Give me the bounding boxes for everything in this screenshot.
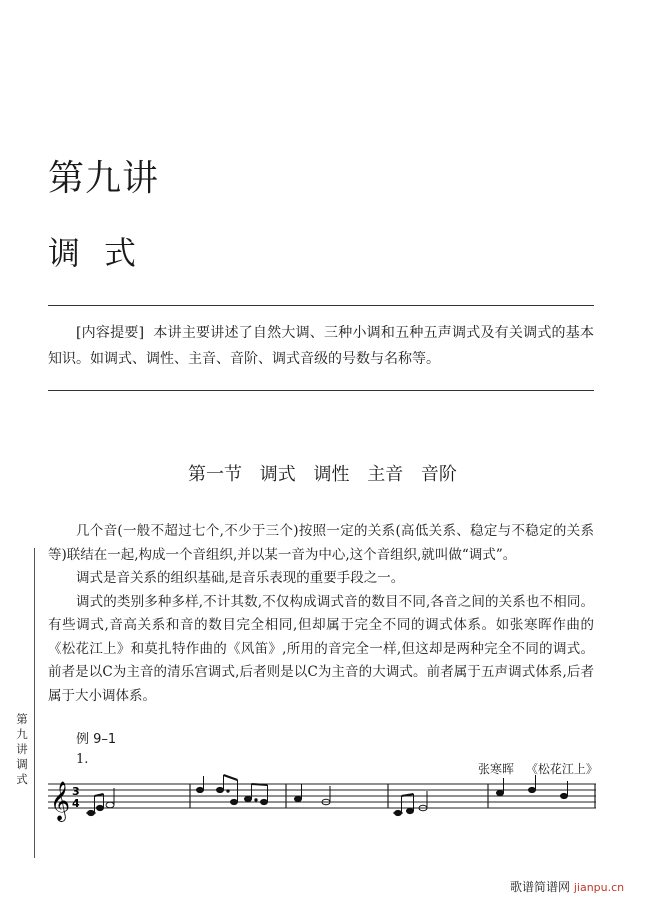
time-signature-bottom: 4 [72, 797, 80, 810]
summary-text: 本讲主要讲述了自然大调、三种小调和五种五声调式及有关调式的基本知识。如调式、调性、主音、音阶、调式音级的号数与名称等。 [48, 325, 594, 367]
body-text [48, 520, 594, 708]
note [217, 787, 224, 792]
example-credit: 张寒晖 《松花江上》 [478, 762, 598, 776]
watermark-url: jianpu.cn [573, 881, 625, 894]
side-chapter-label: 第九讲 调 式 [16, 712, 28, 786]
note [497, 790, 504, 795]
example-number: 1. [76, 752, 89, 767]
body-paragraph-3: 调式的类别多种多样,不计其数,不仅构成调式音的数目不同,各音之间的关系也不相同。有些调式,音高关系和音的数目完全相同,但却属于完全不同的调式体系。如张寒晖作曲的《松花江上》和莫扎特作曲的《风笛》,所用的音完全一样,但这却是两种完全不同的调式。前者是以C为主音的清乐宫调式,后者则是以C为主音的大调式。前者属于五声调式体系,后者属于大小调体系。 [48, 593, 594, 704]
note [245, 796, 252, 801]
chapter-title: 调式 [48, 234, 161, 272]
note [395, 810, 402, 815]
note [106, 802, 114, 808]
divider-bottom [48, 390, 594, 391]
note [529, 787, 536, 792]
summary-block [48, 320, 594, 372]
watermark [510, 878, 624, 895]
watermark-text: 歌谱简谱网 [510, 880, 571, 894]
treble-clef-icon: 𝄞 [50, 781, 71, 821]
note [197, 787, 204, 792]
body-paragraph-1: 几个音(一般不超过七个,不少于三个)按照一定的关系(高低关系、稳定与不稳定的关系等)联结在一起,构成一个音组织,并以某一音为中心,这个音组织,就叫做“调式”。 [48, 523, 594, 563]
note [231, 799, 238, 804]
note [407, 808, 414, 813]
section-title: 第一节 调式 调性 主音 音阶 [188, 464, 457, 485]
summary-label: [内容提要] [76, 325, 145, 341]
note [261, 799, 268, 804]
note [561, 793, 568, 798]
music-staff [48, 770, 608, 840]
chapter-number: 第九讲 [48, 158, 160, 199]
example-label: 例 9–1 [76, 732, 117, 747]
measure-5 [497, 775, 568, 799]
note [97, 805, 104, 810]
note [295, 796, 302, 801]
staff-lines [48, 784, 596, 808]
measure-4 [393, 791, 427, 816]
divider-top [48, 305, 594, 306]
side-margin-line [34, 548, 35, 858]
time-signature-top: 3 [72, 785, 80, 798]
body-paragraph-2: 调式是音关系的组织基础,是音乐表现的重要手段之一。 [76, 570, 405, 586]
note [88, 810, 95, 815]
